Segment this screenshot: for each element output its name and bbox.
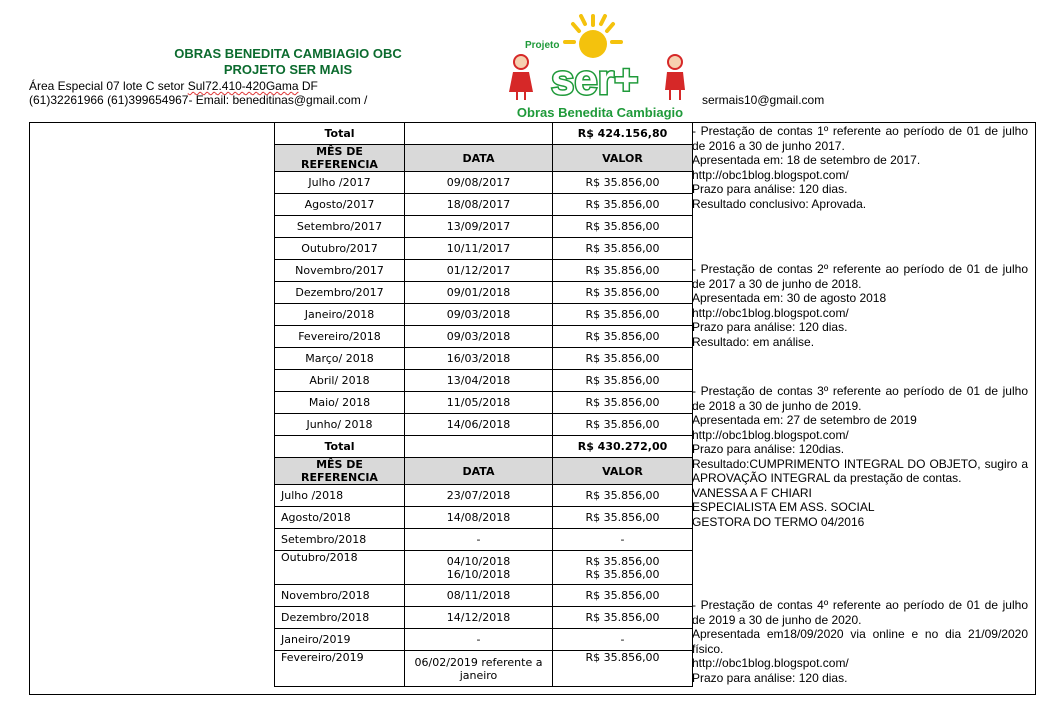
cell-month: Janeiro/2019	[275, 629, 405, 651]
cell-month: Julho /2018	[275, 485, 405, 507]
header-row	[275, 458, 693, 485]
logo-small-text: Projeto	[525, 40, 560, 51]
note-line: VANESSA A F CHIARI	[692, 485, 812, 500]
table-row	[275, 304, 693, 326]
payments-table	[274, 122, 693, 687]
cell-date: 09/03/2018	[405, 304, 553, 326]
cell-value	[553, 551, 693, 585]
project-name: PROJETO SER MAIS	[223, 62, 353, 77]
org-header	[150, 46, 426, 78]
table-row	[275, 651, 693, 687]
column-header: VALOR	[553, 458, 693, 485]
table-row	[275, 194, 693, 216]
note-line: ESPECIALISTA EM ASS. SOCIAL	[692, 500, 875, 514]
cell-date: 09/01/2018	[405, 282, 553, 304]
sun-icon	[565, 16, 621, 58]
cell-month: Fevereiro/2019	[275, 651, 405, 687]
cell-value: R$ 35.856,00	[553, 392, 693, 414]
note-line: Apresentada em: 30 de agosto 2018	[692, 291, 887, 305]
boy-figure-icon	[665, 55, 685, 100]
cell-month: Setembro/2018	[275, 529, 405, 551]
cell-month: Dezembro/2018	[275, 607, 405, 629]
table-row	[275, 370, 693, 392]
note-line: Prazo para análise: 120 dias.	[692, 670, 848, 685]
cell-date	[405, 651, 553, 687]
table-row	[275, 392, 693, 414]
cell-date: 18/08/2017	[405, 194, 553, 216]
table-row	[275, 607, 693, 629]
cell-value: R$ 35.856,00	[553, 370, 693, 392]
note-block-2	[692, 262, 1028, 349]
total-label: Total	[275, 436, 405, 458]
ser-mais-logo	[505, 14, 695, 122]
total-value: R$ 424.156,80	[553, 123, 693, 145]
note-line: Prazo para análise: 120 dias.	[692, 182, 848, 196]
cell-date: 11/05/2018	[405, 392, 553, 414]
table-row	[275, 348, 693, 370]
address-line: Área Especial 07 lote C setor Sul72.410-420Gama DF	[29, 79, 318, 93]
cell-month: Outubro/2017	[275, 238, 405, 260]
cell-value: R$ 35.856,00	[553, 238, 693, 260]
column-header: MÊS DE REFERENCIA	[275, 145, 405, 172]
cell-month: Dezembro/2017	[275, 282, 405, 304]
cell-month: Novembro/2017	[275, 260, 405, 282]
cell-date-line: 04/10/2018	[446, 554, 511, 568]
address-block	[29, 79, 367, 107]
note-line: http://obc1blog.blogspot.com/	[692, 656, 849, 670]
cell-value: R$ 35.856,00	[553, 172, 693, 194]
note-line: - Prestação de contas 4º referente ao período de 01 de julho de 2019 a 30 de junho de 2020.	[692, 598, 1028, 627]
cell-date: 13/04/2018	[405, 370, 553, 392]
cell-month: Agosto/2018	[275, 507, 405, 529]
cell-date: 09/03/2018	[405, 326, 553, 348]
cell-date-line: 16/10/2018	[446, 567, 511, 581]
cell-date: 09/08/2017	[405, 172, 553, 194]
table-row	[275, 485, 693, 507]
cell-value: R$ 35.856,00	[553, 414, 693, 436]
secondary-email: sermais10@gmail.com	[702, 93, 825, 107]
note-line: http://obc1blog.blogspot.com/	[692, 167, 849, 182]
note-line: Resultado: em análise.	[692, 334, 815, 349]
cell-date	[405, 551, 553, 585]
cell-value: R$ 35.856,00	[553, 585, 693, 607]
cell-value: R$ 35.856,00	[553, 651, 693, 687]
table-row	[275, 282, 693, 304]
logo-bottom-text: Obras Benedita Cambiagio	[516, 105, 684, 120]
note-line: Resultado conclusivo: Aprovada.	[692, 196, 867, 211]
cell-month: Julho /2017	[275, 172, 405, 194]
cell-date: 14/06/2018	[405, 414, 553, 436]
table-row	[275, 260, 693, 282]
cell-date: 16/03/2018	[405, 348, 553, 370]
cell-value: R$ 35.856,00	[553, 304, 693, 326]
cell-value: R$ 35.856,00	[553, 607, 693, 629]
table-row	[275, 507, 693, 529]
cell-value: R$ 35.856,00	[553, 326, 693, 348]
cell-value-line: R$ 35.856,00	[585, 567, 660, 581]
total-date	[405, 436, 553, 458]
note-line: - Prestação de contas 1º referente ao período de 01 de julho de 2016 a 30 de junho 2017.	[692, 124, 1028, 153]
logo-main-text: ser+	[551, 56, 639, 103]
note-line: Prazo para análise: 120 dias.	[692, 320, 848, 334]
total-value: R$ 430.272,00	[553, 436, 693, 458]
table-row	[275, 216, 693, 238]
cell-month: Fevereiro/2018	[275, 326, 405, 348]
column-header: DATA	[405, 145, 553, 172]
cell-date: -	[405, 629, 553, 651]
cell-date: 23/07/2018	[405, 485, 553, 507]
note-line: Resultado:CUMPRIMENTO INTEGRAL DO OBJETO, sugiro a APROVAÇÃO INTEGRAL da prestação de contas.	[692, 456, 1028, 485]
table-row	[275, 585, 693, 607]
cell-date: 13/09/2017	[405, 216, 553, 238]
note-line: http://obc1blog.blogspot.com/	[692, 305, 849, 320]
cell-month: Maio/ 2018	[275, 392, 405, 414]
note-line: Apresentada em: 27 de setembro de 2019	[692, 413, 917, 427]
column-header: MÊS DE REFERENCIA	[275, 458, 405, 485]
table-row	[275, 414, 693, 436]
note-line: Apresentada em: 18 de setembro de 2017.	[692, 153, 921, 167]
table-row	[275, 326, 693, 348]
note-block-4	[692, 598, 1028, 685]
note-line: GESTORA DO TERMO 04/2016	[692, 514, 865, 529]
cell-month: Outubro/2018	[275, 551, 405, 585]
note-line: Prazo para análise: 120dias.	[692, 442, 845, 456]
column-header: DATA	[405, 458, 553, 485]
table-row	[275, 551, 693, 585]
cell-date: -	[405, 529, 553, 551]
girl-figure-icon	[509, 55, 533, 100]
note-line: http://obc1blog.blogspot.com/	[692, 427, 849, 442]
cell-value: R$ 35.856,00	[553, 260, 693, 282]
cell-value: R$ 35.856,00	[553, 485, 693, 507]
cell-date: 14/08/2018	[405, 507, 553, 529]
note-line: - Prestação de contas 3º referente ao período de 01 de julho de 2018 a 30 de junho de 2019.	[692, 384, 1028, 413]
table-row	[275, 172, 693, 194]
cell-month: Abril/ 2018	[275, 370, 405, 392]
cell-month: Agosto/2017	[275, 194, 405, 216]
cell-value: -	[553, 529, 693, 551]
cell-value: R$ 35.856,00	[553, 282, 693, 304]
payments-table-body	[275, 123, 693, 687]
note-line: - Prestação de contas 2º referente ao período de 01 de julho de 2017 a 30 de junho de 2018.	[692, 262, 1028, 291]
total-date	[405, 123, 553, 145]
cell-value: R$ 35.856,00	[553, 507, 693, 529]
header-row	[275, 145, 693, 172]
contacts-line: (61)32261966 (61)399654967- Email: beneditinas@gmail.com /	[29, 93, 368, 107]
column-header: VALOR	[553, 145, 693, 172]
org-name: OBRAS BENEDITA CAMBIAGIO OBC	[174, 46, 402, 61]
cell-month: Março/ 2018	[275, 348, 405, 370]
total-row	[275, 123, 693, 145]
cell-month: Junho/ 2018	[275, 414, 405, 436]
cell-month: Setembro/2017	[275, 216, 405, 238]
cell-date-line: janeiro	[459, 668, 498, 682]
cell-date: 01/12/2017	[405, 260, 553, 282]
cell-value-line: R$ 35.856,00	[585, 554, 660, 568]
note-line: Apresentada em18/09/2020 via online e no dia 21/09/2020 físico.	[692, 627, 1028, 656]
cell-date: 14/12/2018	[405, 607, 553, 629]
note-block-1	[692, 124, 1028, 211]
note-block-3	[692, 384, 1028, 529]
table-row	[275, 238, 693, 260]
cell-value: R$ 35.856,00	[553, 216, 693, 238]
cell-date-line: 06/02/2019 referente a	[414, 655, 543, 669]
cell-date: 08/11/2018	[405, 585, 553, 607]
table-row	[275, 629, 693, 651]
cell-month: Janeiro/2018	[275, 304, 405, 326]
cell-value: R$ 35.856,00	[553, 348, 693, 370]
total-row	[275, 436, 693, 458]
total-label: Total	[275, 123, 405, 145]
cell-month: Novembro/2018	[275, 585, 405, 607]
table-row	[275, 529, 693, 551]
cell-value: R$ 35.856,00	[553, 194, 693, 216]
cell-date: 10/11/2017	[405, 238, 553, 260]
cell-value: -	[553, 629, 693, 651]
